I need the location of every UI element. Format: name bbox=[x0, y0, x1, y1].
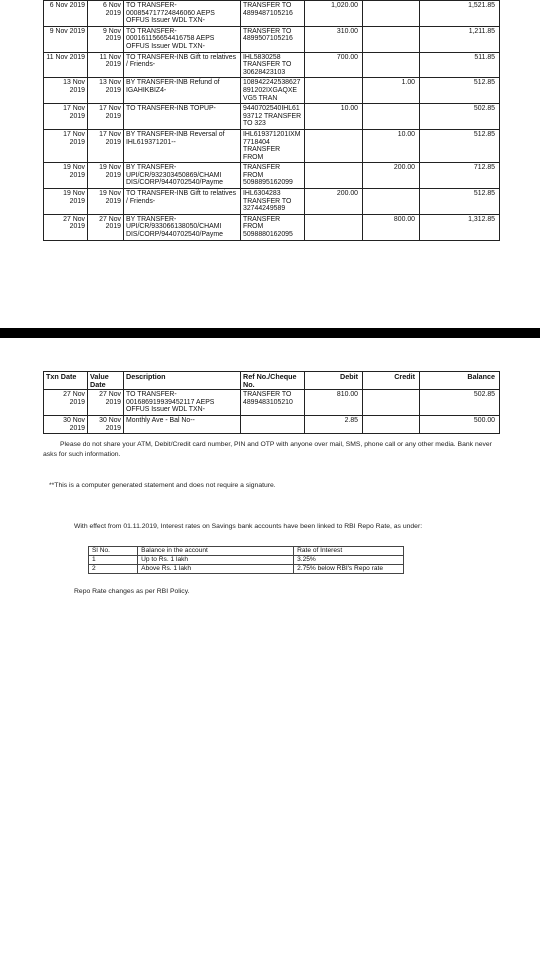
cell-ref-no: 9440702540IHL61 93712 TRANSFER TO 323 bbox=[241, 104, 305, 130]
rates-cell-rate: 3.25% bbox=[294, 556, 404, 565]
cell-value-date: 30 Nov 2019 bbox=[88, 415, 124, 433]
cell-txn-date: 6 Nov 2019 bbox=[44, 1, 88, 27]
cell-description: BY TRANSFER-UPI/CR/933066138050/CHAMI DIS/CORP/9440702540/Payme bbox=[124, 214, 241, 240]
header-credit: Credit bbox=[363, 372, 420, 390]
cell-ref-no: TRANSFER TO 4899507105216 bbox=[241, 26, 305, 52]
cell-credit: 200.00 bbox=[363, 163, 420, 189]
cell-credit: 10.00 bbox=[363, 129, 420, 162]
repo-rate-note: Repo Rate changes as per RBI Policy. bbox=[74, 588, 190, 595]
signature-footnote: **This is a computer generated statement and does not require a signature. bbox=[49, 482, 276, 489]
cell-credit bbox=[363, 189, 420, 215]
cell-balance: 500.00 bbox=[420, 415, 500, 433]
cell-ref-no: IHL6304283 TRANSFER TO 32744249589 bbox=[241, 189, 305, 215]
rates-header-sl-no: Sl No. bbox=[89, 547, 138, 556]
cell-balance: 1,521.85 bbox=[420, 1, 500, 27]
cell-description: TO TRANSFER-000161156654416758 AEPS OFFUS Issuer WDL TXN- bbox=[124, 26, 241, 52]
cell-ref-no: TRANSFER FROM 5098880162095 bbox=[241, 214, 305, 240]
cell-debit: 310.00 bbox=[305, 26, 363, 52]
cell-description: TO TRANSFER-001686919939452117 AEPS OFFUS Issuer WDL TXN- bbox=[124, 390, 241, 416]
cell-ref-no bbox=[241, 415, 305, 433]
rates-cell-balance: Up to Rs. 1 lakh bbox=[138, 556, 294, 565]
cell-value-date: 27 Nov 2019 bbox=[88, 214, 124, 240]
header-balance: Balance bbox=[420, 372, 500, 390]
cell-debit bbox=[305, 163, 363, 189]
cell-description: TO TRANSFER-000854717724846060 AEPS OFFUS Issuer WDL TXN- bbox=[124, 1, 241, 27]
cell-value-date: 17 Nov 2019 bbox=[88, 129, 124, 162]
cell-credit bbox=[363, 1, 420, 27]
rates-cell-sl-no: 2 bbox=[89, 565, 138, 574]
cell-balance: 502.85 bbox=[420, 390, 500, 416]
cell-ref-no: IHL619371201IXM 7718404 TRANSFER FROM bbox=[241, 129, 305, 162]
cell-balance: 511.85 bbox=[420, 52, 500, 78]
cell-txn-date: 19 Nov 2019 bbox=[44, 189, 88, 215]
rates-header-balance: Balance in the account bbox=[138, 547, 294, 556]
header-debit: Debit bbox=[305, 372, 363, 390]
cell-balance: 1,312.85 bbox=[420, 214, 500, 240]
cell-credit: 800.00 bbox=[363, 214, 420, 240]
security-notice: Please do not share your ATM, Debit/Credit card number, PIN and OTP with anyone over mail, SMS, phone call or any other media. Bank never asks for such information. bbox=[43, 441, 492, 458]
cell-balance: 502.85 bbox=[420, 104, 500, 130]
cell-balance: 712.85 bbox=[420, 163, 500, 189]
rates-cell-sl-no: 1 bbox=[89, 556, 138, 565]
cell-value-date: 6 Nov 2019 bbox=[88, 1, 124, 27]
cell-value-date: 17 Nov 2019 bbox=[88, 104, 124, 130]
statement-page-2 bbox=[0, 338, 540, 960]
rates-row bbox=[89, 556, 404, 565]
cell-txn-date: 11 Nov 2019 bbox=[44, 52, 88, 78]
cell-ref-no: 108942242538627 891202IXGAQXE VG5 TRAN bbox=[241, 78, 305, 104]
cell-txn-date: 13 Nov 2019 bbox=[44, 78, 88, 104]
cell-debit: 10.00 bbox=[305, 104, 363, 130]
cell-ref-no: TRANSFER TO 4899487105216 bbox=[241, 1, 305, 27]
rates-header-row bbox=[89, 547, 404, 556]
cell-value-date: 9 Nov 2019 bbox=[88, 26, 124, 52]
cell-value-date: 19 Nov 2019 bbox=[88, 189, 124, 215]
cell-ref-no: IHL5830258 TRANSFER TO 30628423103 bbox=[241, 52, 305, 78]
table-header-row bbox=[44, 372, 500, 390]
table-row bbox=[44, 415, 500, 433]
cell-debit: 700.00 bbox=[305, 52, 363, 78]
rates-row bbox=[89, 565, 404, 574]
header-value-date: Value Date bbox=[88, 372, 124, 390]
cell-balance: 512.85 bbox=[420, 129, 500, 162]
cell-description: TO TRANSFER-INB Gift to relatives / Friends- bbox=[124, 189, 241, 215]
cell-txn-date: 9 Nov 2019 bbox=[44, 26, 88, 52]
cell-debit: 200.00 bbox=[305, 189, 363, 215]
interest-rates-table bbox=[88, 546, 404, 574]
table-row bbox=[44, 78, 500, 104]
transactions-table-continued bbox=[43, 371, 500, 434]
interest-rate-note: With effect from 01.11.2019, Interest rates on Savings bank accounts have been linked to RBI Repo Rate, as under: bbox=[74, 523, 423, 530]
cell-debit bbox=[305, 78, 363, 104]
cell-txn-date: 19 Nov 2019 bbox=[44, 163, 88, 189]
cell-txn-date: 30 Nov 2019 bbox=[44, 415, 88, 433]
cell-txn-date: 17 Nov 2019 bbox=[44, 129, 88, 162]
cell-credit bbox=[363, 104, 420, 130]
cell-description: TO TRANSFER-INB Gift to relatives / Friends- bbox=[124, 52, 241, 78]
cell-txn-date: 27 Nov 2019 bbox=[44, 214, 88, 240]
cell-description: BY TRANSFER-UPI/CR/932303450869/CHAMI DIS/CORP/9440702540/Payme bbox=[124, 163, 241, 189]
cell-debit bbox=[305, 129, 363, 162]
rates-cell-balance: Above Rs. 1 lakh bbox=[138, 565, 294, 574]
cell-description: BY TRANSFER-INB Reversal of IHL619371201-- bbox=[124, 129, 241, 162]
table-row bbox=[44, 129, 500, 162]
rates-header-rate: Rate of Interest bbox=[294, 547, 404, 556]
statement-page-1 bbox=[0, 0, 540, 328]
table-row bbox=[44, 214, 500, 240]
cell-description: TO TRANSFER-INB TOPUP- bbox=[124, 104, 241, 130]
cell-value-date: 13 Nov 2019 bbox=[88, 78, 124, 104]
cell-value-date: 27 Nov 2019 bbox=[88, 390, 124, 416]
table-row bbox=[44, 104, 500, 130]
cell-value-date: 11 Nov 2019 bbox=[88, 52, 124, 78]
cell-description: BY TRANSFER-INB Refund of IGAHIKBIZ4- bbox=[124, 78, 241, 104]
cell-credit bbox=[363, 26, 420, 52]
cell-debit: 2.85 bbox=[305, 415, 363, 433]
cell-txn-date: 17 Nov 2019 bbox=[44, 104, 88, 130]
cell-txn-date: 27 Nov 2019 bbox=[44, 390, 88, 416]
table-row bbox=[44, 189, 500, 215]
header-description: Description bbox=[124, 372, 241, 390]
table-row bbox=[44, 1, 500, 27]
table-row bbox=[44, 390, 500, 416]
table-row bbox=[44, 52, 500, 78]
transactions-table bbox=[43, 0, 500, 241]
cell-balance: 1,211.85 bbox=[420, 26, 500, 52]
cell-credit bbox=[363, 52, 420, 78]
header-ref-no: Ref No./Cheque No. bbox=[241, 372, 305, 390]
rates-cell-rate: 2.75% below RBI's Repo rate bbox=[294, 565, 404, 574]
cell-balance: 512.85 bbox=[420, 189, 500, 215]
cell-credit bbox=[363, 415, 420, 433]
cell-debit: 810.00 bbox=[305, 390, 363, 416]
cell-debit bbox=[305, 214, 363, 240]
cell-value-date: 19 Nov 2019 bbox=[88, 163, 124, 189]
table-row bbox=[44, 163, 500, 189]
cell-credit bbox=[363, 390, 420, 416]
cell-description: Monthly Ave - Bal No-- bbox=[124, 415, 241, 433]
cell-ref-no: TRANSFER FROM 5098895162099 bbox=[241, 163, 305, 189]
cell-debit: 1,020.00 bbox=[305, 1, 363, 27]
header-txn-date: Txn Date bbox=[44, 372, 88, 390]
table-row bbox=[44, 26, 500, 52]
cell-balance: 512.85 bbox=[420, 78, 500, 104]
cell-credit: 1.00 bbox=[363, 78, 420, 104]
cell-ref-no: TRANSFER TO 4899483105210 bbox=[241, 390, 305, 416]
